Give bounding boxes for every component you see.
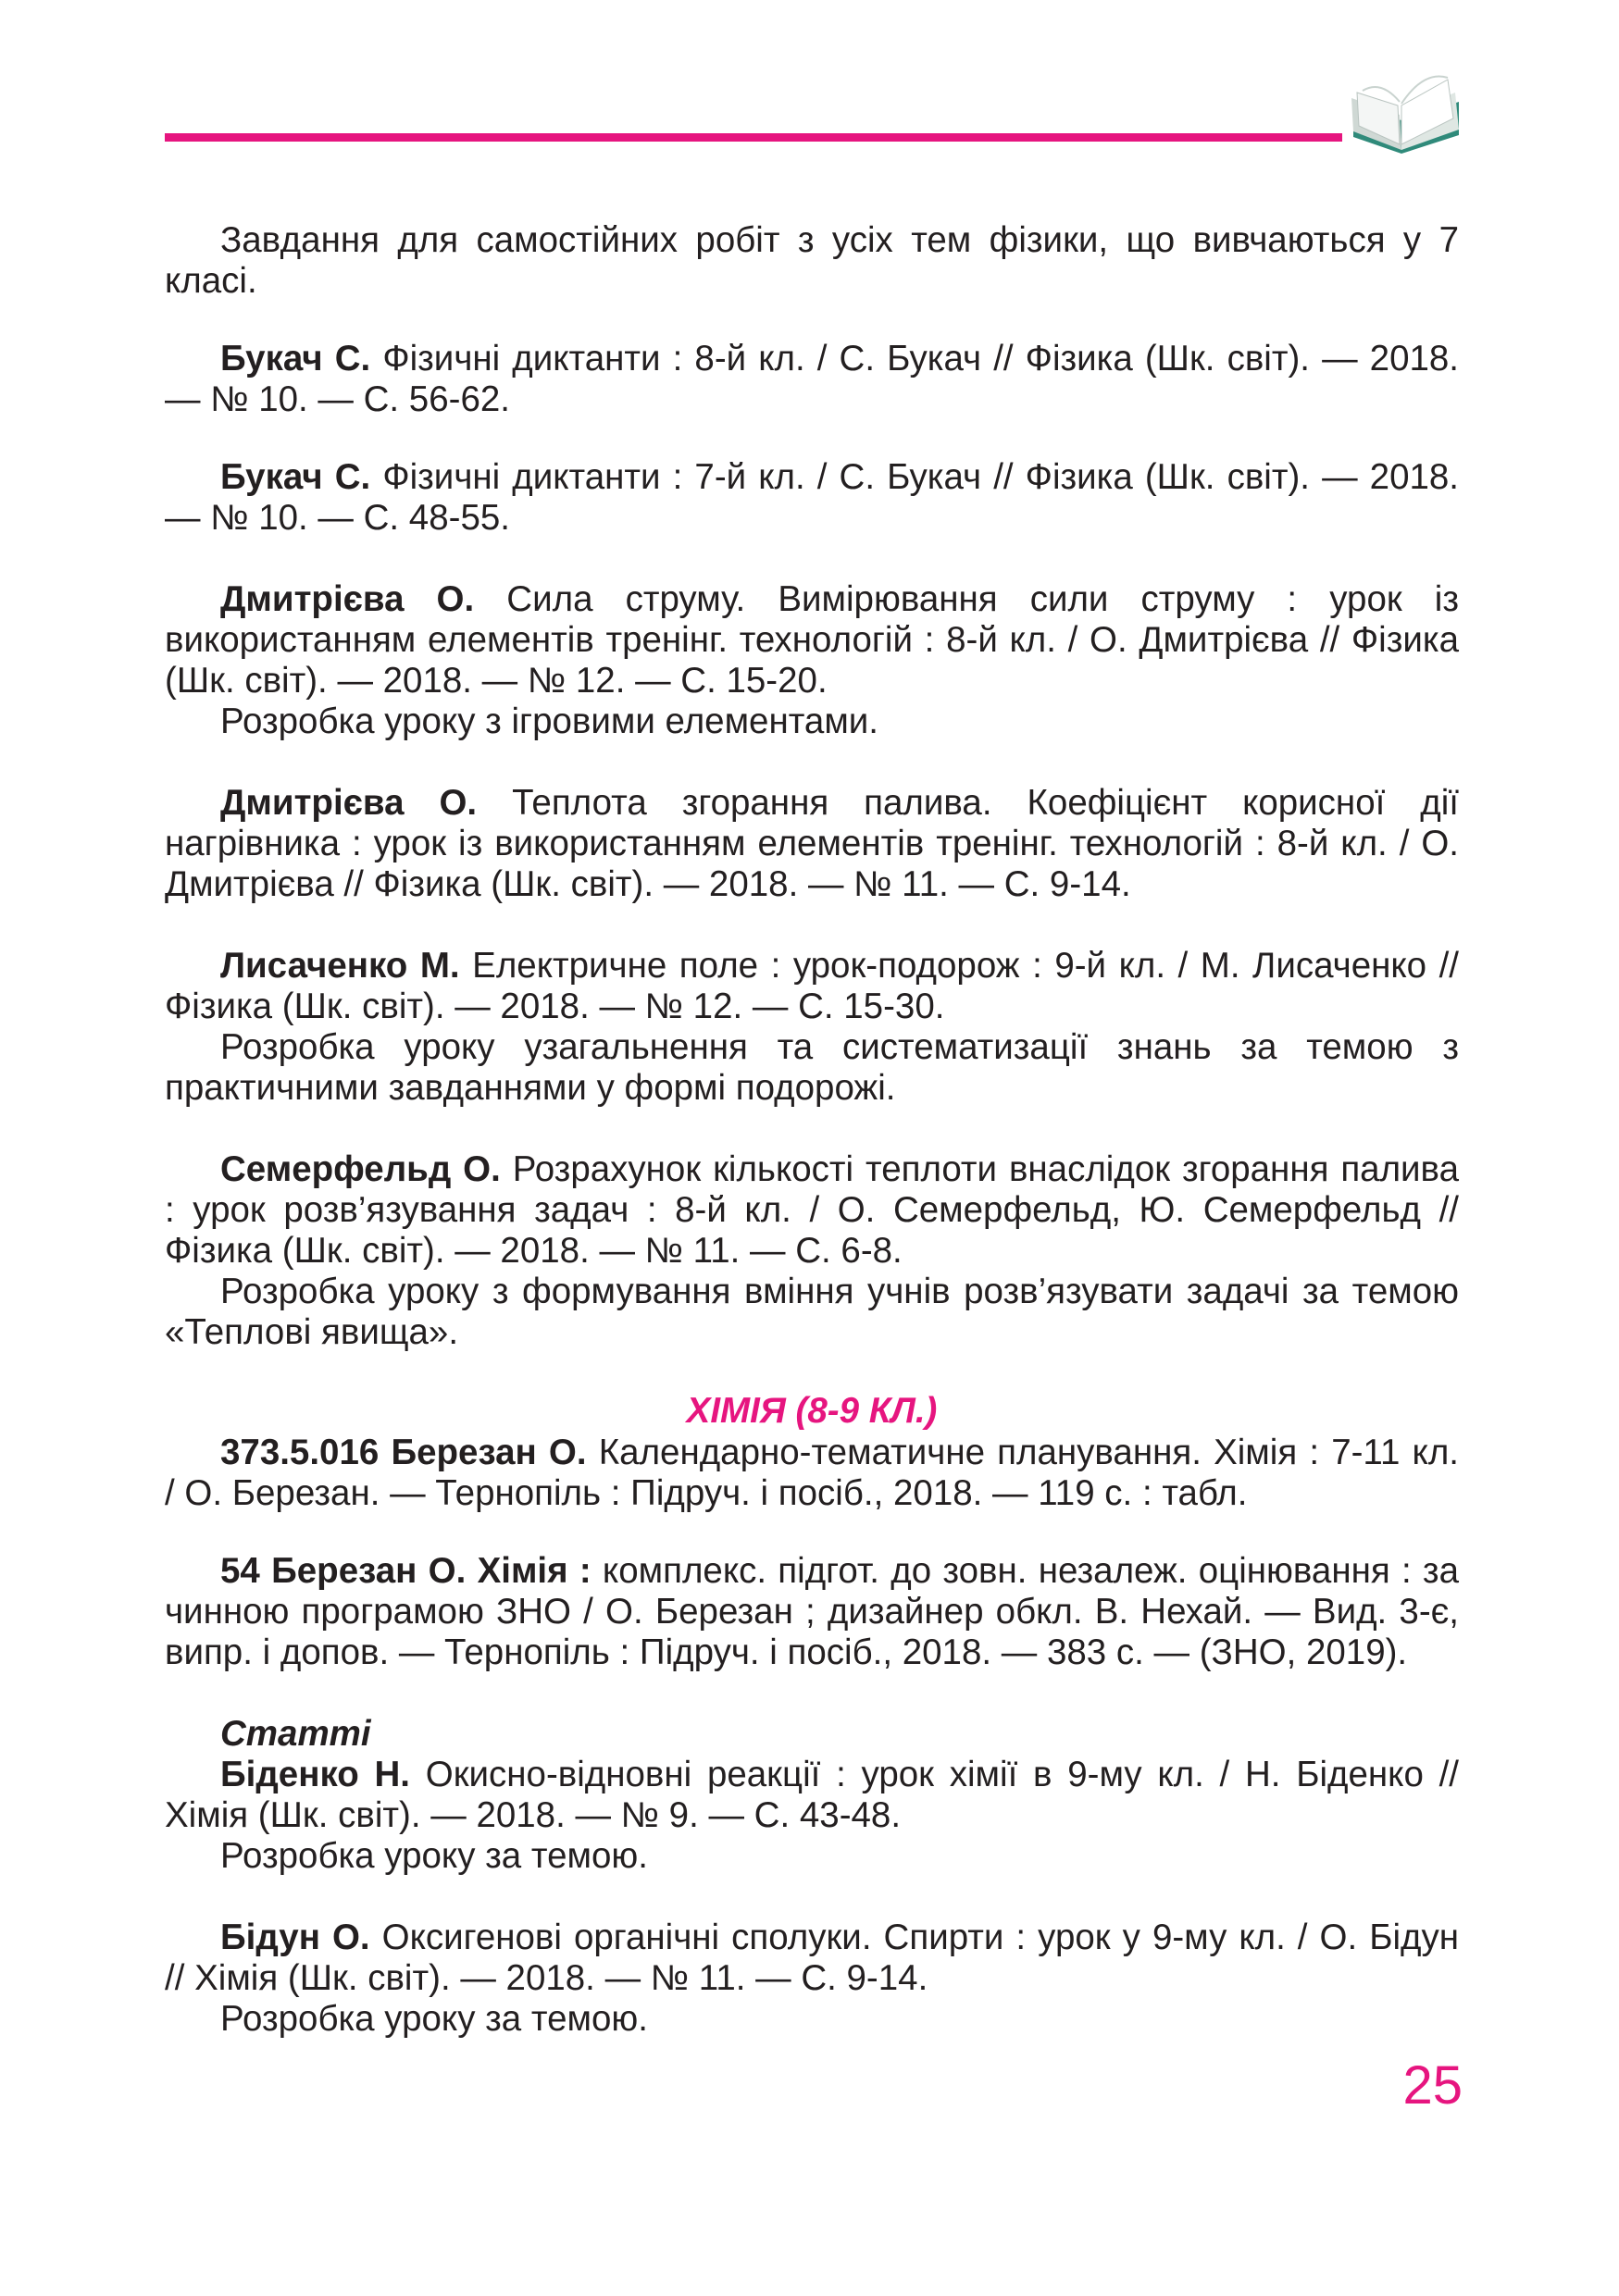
entry-author: Дмитрієва О. [220, 783, 478, 823]
entry-text: Оксигенові органічні сполуки. Спирти : урок у 9-му кл. / О. Бідун // Хімія (Шк. світ). — 2018. — № 11. — С. 9-14. [165, 1917, 1459, 1998]
entry-note: Розробка уроку за темою. [220, 1999, 648, 2039]
entry-author: Дмитрієва О. [220, 579, 475, 619]
entry-citation [165, 457, 1459, 539]
entry-note: Розробка уроку з ігровими елементами. [220, 701, 878, 741]
entry-author: Біденко Н. [220, 1755, 410, 1794]
entry-citation [165, 1755, 1459, 1836]
entry-text: Фізичні диктанти : 8-й кл. / С. Букач // Фізика (Шк. світ). — 2018. — № 10. — С. 56-62. [165, 339, 1459, 419]
entry-citation [165, 1917, 1459, 1999]
entry-author: Лисаченко М. [220, 946, 460, 986]
entry-citation [165, 339, 1459, 420]
chem-entry-1 [165, 1433, 1459, 1514]
entry-author: Семерфельд О. [220, 1149, 501, 1189]
entry-text: Окисно-відновні реакції : урок хімії в 9-му кл. / Н. Біденко // Хімія (Шк. світ). — 2018. — № 9. — С. 43-48. [165, 1755, 1459, 1835]
entry-author: Бідун О. [220, 1917, 370, 1957]
entry-citation [165, 579, 1459, 701]
header-rule [165, 133, 1342, 142]
entry-author: 54 Березан О. Хімія : [220, 1551, 592, 1591]
entry-note: Розробка уроку з формування вміння учнів розв’язувати задачі за темою «Теплові явища». [165, 1272, 1459, 1352]
entry-6 [165, 946, 1459, 1109]
entry-1 [165, 220, 1459, 302]
bibliography [165, 220, 1459, 2077]
entry-text: комплекс. підгот. до зовн. незалеж. оцінювання : за чинною програмою ЗНО / О. Березан ; дизайнер обкл. В. Нехай. — Вид. 3-є, випр. і допов. — Тернопіль : Підруч. і посіб., 2018. — 383 с. — (ЗНО, 2019). [165, 1551, 1459, 1672]
entry-text: Теплота згорання палива. Коефіцієнт корисної дії нагрівника : урок із використанням елементів тренінг. технологій : 8-й кл. / О. Дмитрієва // Фізика (Шк. світ). — 2018. — № 11. — С. 9-14. [165, 783, 1459, 904]
entry-text: Фізичні диктанти : 7-й кл. / С. Букач // Фізика (Шк. світ). — 2018. — № 10. — С. 48-55. [165, 457, 1459, 538]
articles-subheading: Статті [220, 1714, 371, 1754]
entry-3 [165, 457, 1459, 539]
entry-4 [165, 579, 1459, 742]
entry-5 [165, 783, 1459, 905]
entry-citation [165, 1149, 1459, 1272]
entry-text: Електричне поле : урок-подорож : 9-й кл. / М. Лисаченко // Фізика (Шк. світ). — 2018. — № 12. — С. 15-30. [165, 946, 1459, 1026]
entry-text: Сила струму. Вимірювання сили струму : урок із використанням елементів тренінг. технологій : 8-й кл. / О. Дмитрієва // Фізика (Шк. світ). — 2018. — № 12. — С. 15-20. [165, 579, 1459, 701]
article-entry-2 [165, 1917, 1459, 2040]
entry-text: Розрахунок кількості теплоти внаслідок згорання палива : урок розв’язування задач : 8-й кл. / О. Семерфельд, Ю. Семерфельд // Фізика (Шк. світ). — 2018. — № 11. — С. 6-8. [165, 1149, 1459, 1271]
entry-citation [165, 783, 1459, 905]
entry-author: 373.5.016 Березан О. [220, 1433, 587, 1472]
entry-text: Календарно-тематичне планування. Хімія : 7-11 кл. / О. Березан. — Тернопіль : Підруч. і посіб., 2018. — 119 с. : табл. [165, 1433, 1459, 1513]
entry-citation [165, 1433, 1459, 1514]
entry-note: Розробка уроку узагальнення та систематизації знань за темою з практичними завданнями у формі подорожі. [165, 1027, 1459, 1108]
entry-author: Букач С. [220, 457, 371, 497]
entry-note: Розробка уроку за темою. [220, 1836, 648, 1876]
entry-citation [165, 1551, 1459, 1673]
open-book-icon [1344, 70, 1464, 163]
entry-7 [165, 1149, 1459, 1353]
article-entry-1 [165, 1755, 1459, 1877]
page-number: 25 [1402, 2055, 1463, 2116]
entry-note: Завдання для самостійних робіт з усіх тем фізики, що вивчаються у 7 класі. [165, 220, 1459, 301]
section-heading: ХІМІЯ (8-9 КЛ.) [686, 1391, 938, 1431]
entry-author: Букач С. [220, 339, 371, 379]
entry-2 [165, 339, 1459, 420]
entry-citation [165, 946, 1459, 1027]
chem-entry-2 [165, 1551, 1459, 1673]
